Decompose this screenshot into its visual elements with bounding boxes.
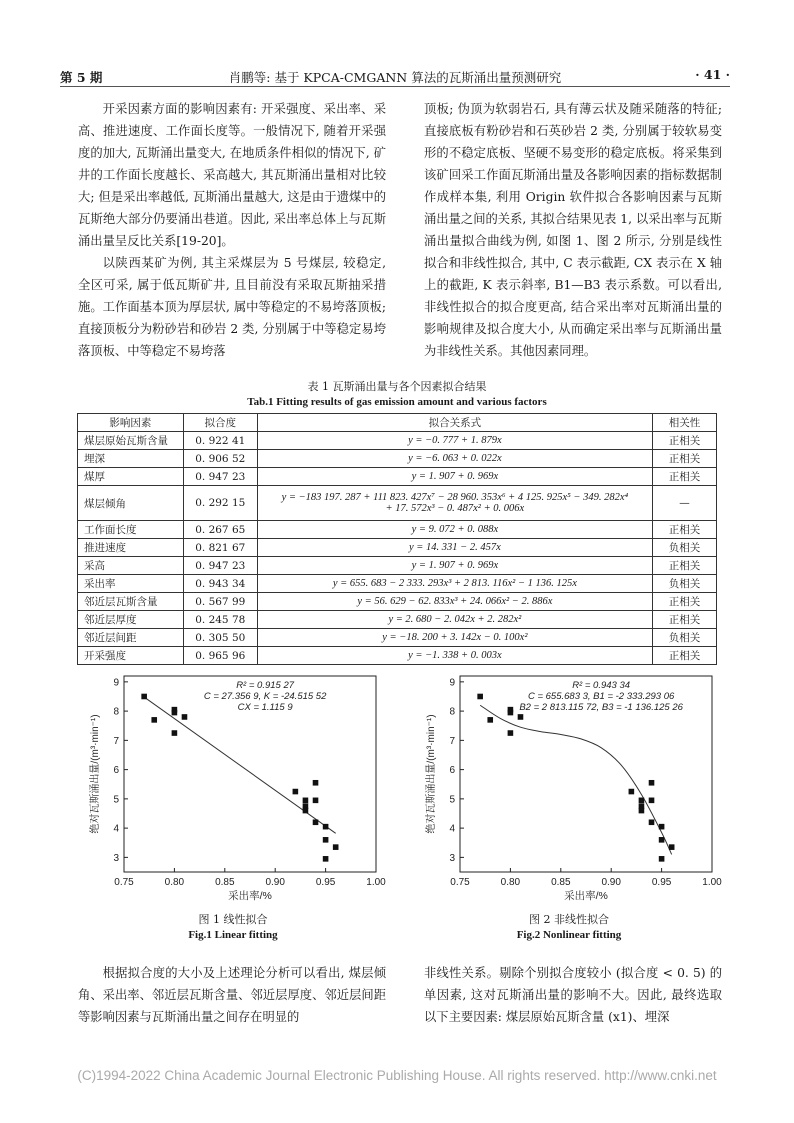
data-point xyxy=(508,710,514,716)
correlation-cell: 正相关 xyxy=(653,593,717,611)
data-point xyxy=(172,730,178,736)
table-row xyxy=(78,557,717,575)
factor-cell: 邻近层瓦斯含量 xyxy=(78,593,184,611)
table-caption-en: Tab.1 Fitting results of gas emission amount and various factors xyxy=(247,396,547,408)
factor-cell: 邻近层间距 xyxy=(78,629,184,647)
table-row xyxy=(78,450,717,468)
right-column xyxy=(424,98,722,362)
fit-curve xyxy=(480,705,672,854)
x-tick-label: 0.85 xyxy=(551,877,571,888)
fit-degree-cell: 0. 922 41 xyxy=(183,432,257,450)
table-row xyxy=(78,647,717,665)
figure-2-nonlinear-fitting xyxy=(414,670,724,910)
correlation-cell: 负相关 xyxy=(653,629,717,647)
correlation-cell: 正相关 xyxy=(653,468,717,486)
data-point xyxy=(303,798,309,804)
data-point xyxy=(518,714,524,720)
y-axis-label: 绝对瓦斯涌出量/(m³·min⁻¹) xyxy=(426,714,437,834)
table-row xyxy=(78,575,717,593)
x-tick-label: 0.80 xyxy=(500,877,521,888)
fit-degree-cell: 0. 965 96 xyxy=(183,647,257,665)
equation-cell: y = 9. 072 + 0. 088x xyxy=(257,521,652,539)
fit-degree-cell: 0. 267 65 xyxy=(183,521,257,539)
table-row xyxy=(78,629,717,647)
data-point xyxy=(323,856,329,862)
factor-cell: 邻近层厚度 xyxy=(78,611,184,629)
data-point xyxy=(313,798,319,804)
data-point xyxy=(659,824,665,830)
factor-cell: 煤层原始瓦斯含量 xyxy=(78,432,184,450)
data-point xyxy=(659,837,665,843)
col-header: 相关性 xyxy=(653,414,717,432)
figure-2-caption-cn: 图 2 非线性拟合 xyxy=(529,913,609,926)
col-header: 影响因素 xyxy=(78,414,184,432)
data-point xyxy=(151,717,157,723)
bottom-right-column xyxy=(424,962,722,1028)
equation-cell xyxy=(257,486,652,521)
y-tick-label: 7 xyxy=(449,735,455,747)
x-tick-label: 0.75 xyxy=(450,877,470,888)
data-point xyxy=(313,780,319,786)
correlation-cell: 正相关 xyxy=(653,521,717,539)
data-point xyxy=(313,819,319,825)
col-header: 拟合度 xyxy=(183,414,257,432)
equation-line: + 17. 572x³ − 0. 487x² + 0. 006x xyxy=(385,503,525,514)
x-tick-label: 1.00 xyxy=(366,877,386,888)
x-tick-label: 1.00 xyxy=(702,877,722,888)
running-title: 肖鹏等: 基于 KPCA-CMGANN 算法的瓦斯涌出量预测研究 xyxy=(228,70,562,85)
factor-cell: 采高 xyxy=(78,557,184,575)
data-point xyxy=(293,789,299,795)
linear-fit-chart xyxy=(78,670,388,910)
x-tick-label: 0.75 xyxy=(114,877,134,888)
table-row xyxy=(78,593,717,611)
fit-degree-cell: 0. 292 15 xyxy=(183,486,257,521)
nonlinear-fit-chart xyxy=(414,670,724,910)
data-point xyxy=(639,798,645,804)
y-tick-label: 3 xyxy=(113,852,119,864)
fitting-results-table xyxy=(77,413,717,665)
data-point xyxy=(649,798,655,804)
factor-cell: 工作面长度 xyxy=(78,521,184,539)
data-point xyxy=(659,856,665,862)
equation-cell: y = −1. 338 + 0. 003x xyxy=(257,647,652,665)
issue-number: 第 5 期 xyxy=(60,70,103,85)
paragraph: 以陕西某矿为例, 其主采煤层为 5 号煤层, 较稳定, 全区可采, 属于低瓦斯矿井, 且目前没有采取瓦斯抽采措施。工作面基本顶为厚层状, 属中等稳定的不易垮落顶板; 直接顶板分为粉砂岩和砂岩 2 类, 分别属于中等稳定易垮落顶板、中等稳定不易垮落 xyxy=(78,256,386,358)
table-row xyxy=(78,521,717,539)
y-tick-label: 5 xyxy=(113,794,119,806)
equation-cell: y = 1. 907 + 0. 969x xyxy=(257,468,652,486)
paragraph: 根据拟合度的大小及上述理论分析可以看出, 煤层倾角、采出率、邻近层瓦斯含量、邻近层厚度、邻近层间距等影响因素与瓦斯涌出量之间存在明显的 xyxy=(78,966,386,1024)
table-header-row xyxy=(78,414,717,432)
figure-1-linear-fitting xyxy=(78,670,388,910)
y-axis-label: 绝对瓦斯涌出量/(m³·min⁻¹) xyxy=(90,714,101,834)
data-point xyxy=(333,844,339,850)
equation-cell: y = 655. 683 − 2 333. 293x³ + 2 813. 116x² − 1 136. 125x xyxy=(257,575,652,593)
fit-degree-cell: 0. 943 34 xyxy=(183,575,257,593)
data-point xyxy=(172,710,178,716)
figure-1-caption-cn: 图 1 线性拟合 xyxy=(198,913,268,926)
equation-line: y = −183 197. 287 + 111 823. 427x⁷ − 28 960. 353x⁶ + 4 125. 925x⁵ − 349. 282x⁴ xyxy=(281,492,629,503)
y-tick-label: 7 xyxy=(113,735,119,747)
paragraph: 非线性关系。剔除个别拟合度较小 (拟合度 < 0. 5) 的单因素, 这对瓦斯涌出量的影响不大。因此, 最终选取以下主要因素: 煤层原始瓦斯含量 (x1)、埋深 xyxy=(424,966,722,1024)
paragraph: 顶板; 伪顶为软弱岩石, 具有薄云状及随采随落的特征; 直接底板有粉砂岩和石英砂岩 2 类, 分别属于较软易变形的不稳定底板、坚硬不易变形的稳定底板。将采集到该矿回采工作面瓦斯涌出量及各影响因素的指标数据制作成样本集, 利用 Origin 软件拟合各影响因素与瓦斯涌出量之间的关系, 其拟合结果见表 1, 以采出率与瓦斯涌出量拟合曲线为例, 如图 1、图 2 所示, 分别是线性拟合和非线性拟合, 其中, C 表示截距, CX 表示在 X 轴上的截距, K 表示斜率, B1—B3 表示系数。可以看出, 非线性拟合的拟合度更高, 结合采出率对瓦斯涌出量的影响规律及拟合度大小, 从而确定采出率与瓦斯涌出量为非线性关系。其他因素同理。 xyxy=(424,102,722,358)
factor-cell: 开采强度 xyxy=(78,647,184,665)
fit-degree-cell: 0. 947 23 xyxy=(183,468,257,486)
fit-degree-cell: 0. 821 67 xyxy=(183,539,257,557)
y-tick-label: 4 xyxy=(449,823,455,835)
y-tick-label: 6 xyxy=(113,765,119,777)
factor-cell: 煤层倾角 xyxy=(78,486,184,521)
y-tick-label: 3 xyxy=(449,852,455,864)
equation-cell: y = 14. 331 − 2. 457x xyxy=(257,539,652,557)
y-tick-label: 5 xyxy=(449,794,455,806)
table-row xyxy=(78,432,717,450)
y-tick-label: 9 xyxy=(113,677,119,689)
data-point xyxy=(508,730,514,736)
figure-2-caption-en: Fig.2 Nonlinear fitting xyxy=(516,929,622,941)
data-point xyxy=(649,819,655,825)
data-point xyxy=(649,780,655,786)
x-tick-label: 0.95 xyxy=(651,877,672,888)
correlation-cell: 负相关 xyxy=(653,539,717,557)
fit-annotation: C = 655.683 3, B1 = -2 333.293 06 xyxy=(527,691,675,702)
fit-degree-cell: 0. 567 99 xyxy=(183,593,257,611)
equation-cell: y = −6. 063 + 0. 022x xyxy=(257,450,652,468)
data-point xyxy=(669,844,675,850)
y-tick-label: 8 xyxy=(449,706,455,718)
table-row xyxy=(78,539,717,557)
table-row xyxy=(78,486,717,521)
data-point xyxy=(639,808,645,814)
correlation-cell: 正相关 xyxy=(653,432,717,450)
correlation-cell: 负相关 xyxy=(653,575,717,593)
bottom-left-column xyxy=(78,962,386,1028)
fit-annotation: B2 = 2 813.115 72, B3 = -1 136.125 26 xyxy=(519,702,683,713)
fit-degree-cell: 0. 245 78 xyxy=(183,611,257,629)
x-axis-label: 采出率/% xyxy=(564,890,608,902)
x-tick-label: 0.90 xyxy=(265,877,285,888)
fit-degree-cell: 0. 947 23 xyxy=(183,557,257,575)
correlation-cell: 正相关 xyxy=(653,647,717,665)
data-point xyxy=(303,808,309,814)
factor-cell: 埋深 xyxy=(78,450,184,468)
data-point xyxy=(182,714,188,720)
x-axis-label: 采出率/% xyxy=(228,890,272,902)
x-tick-label: 0.85 xyxy=(215,877,235,888)
equation-cell: y = −18. 200 + 3. 142x − 0. 100x² xyxy=(257,629,652,647)
correlation-cell: — xyxy=(653,486,717,521)
data-point xyxy=(323,837,329,843)
equation-cell: y = 1. 907 + 0. 969x xyxy=(257,557,652,575)
fit-annotation: R² = 0.915 27 xyxy=(236,680,295,691)
correlation-cell: 正相关 xyxy=(653,450,717,468)
left-column xyxy=(78,98,386,362)
fit-annotation: CX = 1.115 9 xyxy=(237,702,293,713)
equation-cell: y = 56. 629 − 62. 833x³ + 24. 066x² − 2. 886x xyxy=(257,593,652,611)
equation-cell: y = 2. 680 − 2. 042x + 2. 282x² xyxy=(257,611,652,629)
fit-annotation: C = 27.356 9, K = -24.515 52 xyxy=(203,691,327,702)
equation-cell: y = −0. 777 + 1. 879x xyxy=(257,432,652,450)
page-number: · 41 · xyxy=(695,67,730,82)
col-header: 拟合关系式 xyxy=(257,414,652,432)
fit-degree-cell: 0. 906 52 xyxy=(183,450,257,468)
running-header xyxy=(60,64,730,87)
factor-cell: 推进速度 xyxy=(78,539,184,557)
correlation-cell: 正相关 xyxy=(653,611,717,629)
paragraph: 开采因素方面的影响因素有: 开采强度、采出率、采高、推进速度、工作面长度等。一般情况下, 随着开采强度的加大, 瓦斯涌出量变大, 在地质条件相似的情况下, 矿井的工作面长度越长、采高越大, 其瓦斯涌出量相对比较大; 但是采出率越低, 瓦斯涌出量越大, 这是由于遗煤中的瓦斯绝大部分仍要涌出巷道。因此, 采出率总体上与瓦斯涌出量呈反比关系[19-20]。 xyxy=(78,102,386,248)
table-row xyxy=(78,611,717,629)
y-tick-label: 8 xyxy=(113,706,119,718)
copyright-footer: (C)1994-2022 China Academic Journal Electronic Publishing House. All rights reserved. http://www.cnki.net xyxy=(77,1068,717,1083)
figure-1-caption-en: Fig.1 Linear fitting xyxy=(188,929,278,941)
x-tick-label: 0.80 xyxy=(164,877,185,888)
data-point xyxy=(629,789,635,795)
fit-degree-cell: 0. 305 50 xyxy=(183,629,257,647)
data-point xyxy=(477,694,483,700)
data-point xyxy=(487,717,493,723)
y-tick-label: 4 xyxy=(113,823,119,835)
y-tick-label: 6 xyxy=(449,765,455,777)
table-caption-cn: 表 1 瓦斯涌出量与各个因素拟合结果 xyxy=(307,380,487,393)
data-point xyxy=(141,694,147,700)
table-row xyxy=(78,468,717,486)
correlation-cell: 正相关 xyxy=(653,557,717,575)
factor-cell: 煤厚 xyxy=(78,468,184,486)
data-point xyxy=(323,824,329,830)
y-tick-label: 9 xyxy=(449,677,455,689)
x-tick-label: 0.95 xyxy=(315,877,336,888)
factor-cell: 采出率 xyxy=(78,575,184,593)
x-tick-label: 0.90 xyxy=(601,877,621,888)
fit-annotation: R² = 0.943 34 xyxy=(572,680,631,691)
